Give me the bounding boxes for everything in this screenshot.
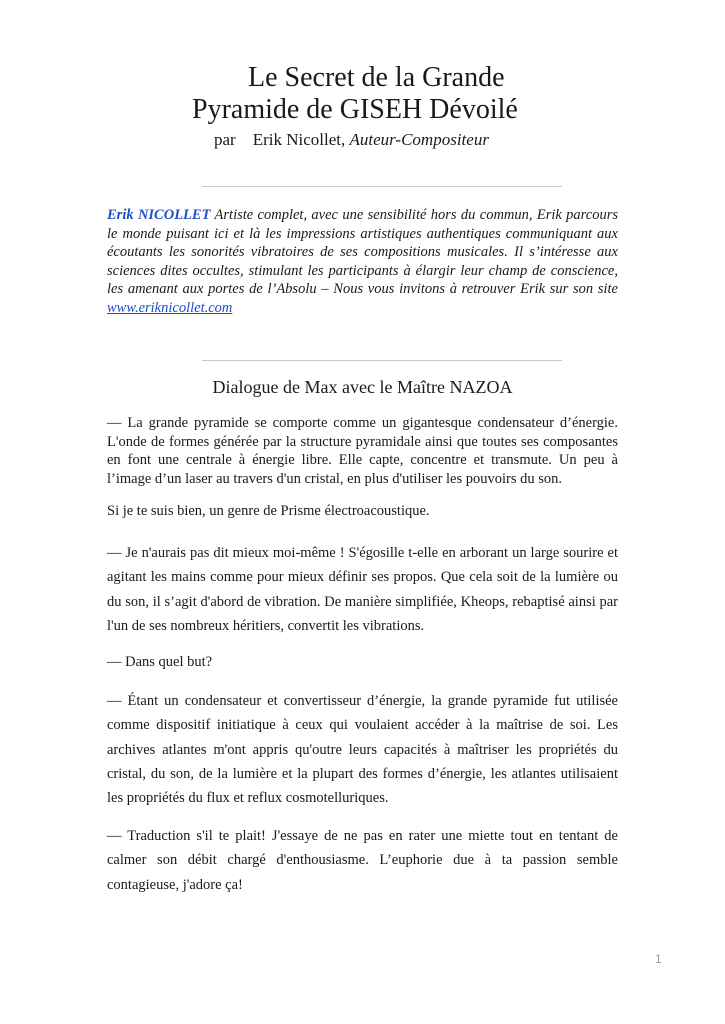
byline-prefix: par: [214, 130, 236, 149]
author-bio: [107, 206, 618, 317]
divider-top: [202, 186, 562, 187]
byline: [214, 130, 489, 150]
section-heading: Dialogue de Max avec le Maître NAZOA: [212, 377, 513, 397]
paragraph-1: — La grande pyramide se comporte comme un gigantesque condensateur d’énergie. L'onde de formes générée par la structure pyramidale ainsi que toutes ses composantes en font une centrale à énergie libre. Elle capte, concentre et transmute. Un peu à l’image d’un laser au travers d'un cristal, en plus d'utiliser les pouvoirs du son.: [107, 415, 618, 487]
page-number: 1: [655, 952, 662, 966]
bio-text: Artiste complet, avec une sensibilité hors du commun, Erik parcours le monde puisant ici et là les impressions artistiques authentiques communiquant aux écoutants les sonorités vibratoires de ses compositions musicales. Il s’intéresse aux sciences dites occultes, stimulant les participants à élargir leur champ de conscience, les amenant aux portes de l’Absolu – Nous vous invitons à retrouver Erik sur son site: [107, 207, 618, 297]
byline-author: Erik Nicollet,: [252, 130, 346, 149]
divider-bottom: [202, 360, 562, 361]
paragraph-2: Si je te suis bien, un genre de Prisme électroacoustique.: [107, 503, 430, 519]
paragraph-4: — Dans quel but?: [107, 654, 213, 670]
title-line-1: Le Secret de la Grande: [248, 62, 505, 93]
bio-author-name: Erik NICOLLET: [107, 207, 211, 223]
author-website-link[interactable]: www.eriknicollet.com: [107, 299, 233, 316]
byline-role: Auteur-Compositeur: [349, 130, 489, 149]
paragraph-6: — Traduction s'il te plait! J'essaye de ne pas en rater une miette tout en tentant de calmer son débit chargé d'enthousiasme. L’euphorie due à ta passion semble contagieuse, j'adore ça!: [107, 828, 618, 893]
paragraph-5: — Étant un condensateur et convertisseur d’énergie, la grande pyramide fut utilisée comme dispositif initiatique à ceux qui voulaient accéder à la maîtrise de soi. Les archives atlantes m'ont appris qu'outre leurs capacités à maîtriser les propriétés du cristal, du son, de la lumière et la plupart des formes d’énergie, les atlantes utilisaient les propriétés du flux et reflux cosmotelluriques.: [107, 693, 618, 807]
title-line-2: Pyramide de GISEH Dévoilé: [192, 94, 518, 125]
paragraph-3: — Je n'aurais pas dit mieux moi-même ! S'égosille t-elle en arborant un large sourire et agitant les mains comme pour mieux définir ses propos. Que cela soit de la lumière ou du son, il s’agit d'abord de vibration. De manière simplifiée, Kheops, rebaptisé ainsi par l'un de ses nombreux héritiers, convertit les vibrations.: [107, 545, 618, 634]
